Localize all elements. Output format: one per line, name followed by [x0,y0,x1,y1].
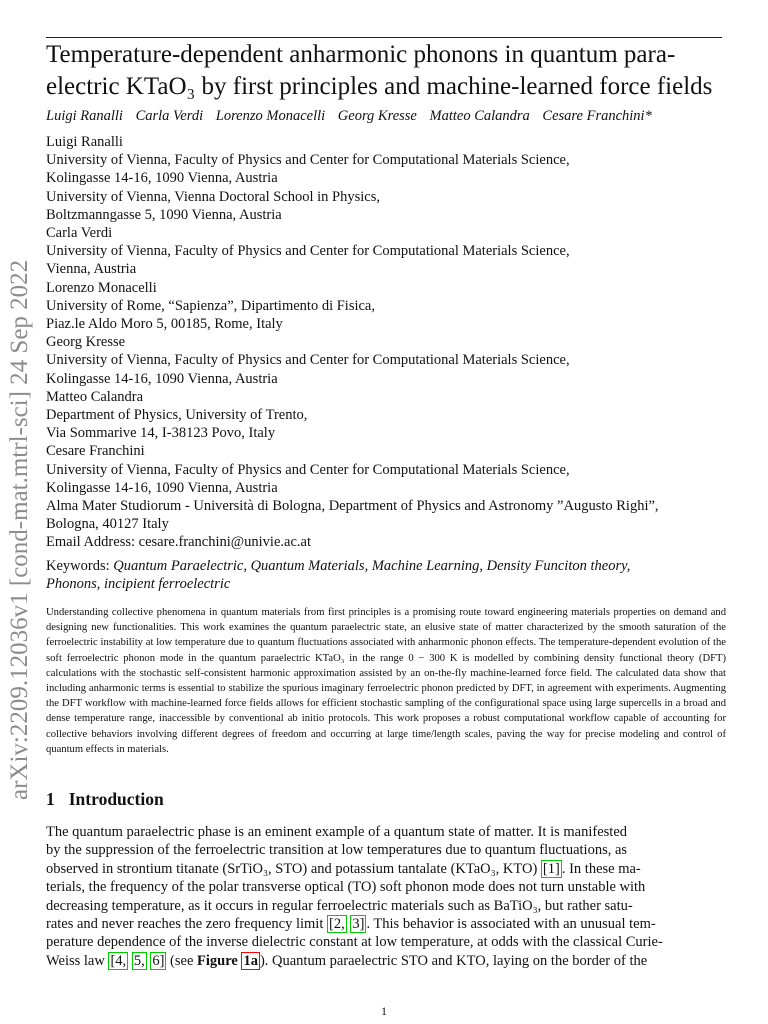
section-heading [46,789,164,810]
section-title: Introduction [68,789,164,809]
keywords-line [46,557,726,575]
author: Luigi Ranalli [46,108,123,124]
affiliation-line: Kolingasse 14-16, 1090 Vienna, Austria [46,370,278,387]
keywords-list: Phonons, incipient ferroelectric [46,576,231,593]
affiliation-line: Piaz.le Aldo Moro 5, 00185, Rome, Italy [46,316,283,333]
text-line: decreasing temperature, as it occurs in regular ferroelectric materials such as BaTiO₃, but rather satu- [46,897,633,914]
affiliation-line: Carla Verdi [46,225,113,242]
text-line: by the suppression of the ferroelectric transition at low temperatures due to quantum fluctuations, as [46,842,628,859]
affiliation-line: University of Vienna, Faculty of Physics and Center for Computational Materials Science, [46,243,570,260]
abstract: Understanding collective phenomena in quantum materials from first principles is a promising route toward engineering materials properties on demand and designing new functionalities. This work examines the quantum paraelectric state, an elusive state of matter characterized by the smooth saturation of the ferroelectric instability at low temperature due to quantum fluctuations associated with anharmonic phonon effects. The temperature-dependent evolution of the soft ferroelectric phonon mode in the quantum paraelectric KTaO₃ in the range 0 − 300 K is modelled by combining density functional theory (DFT) calculations with the stochastic self-consistent harmonic approximation assisted by an on-the-fly machine-learned force field. The calculated data show that including anharmonic terms is essential to stabilize the spurious imaginary ferroelectric phonon predicted by DFT, in agreement with experiments. Augmenting the DFT workflow with machine-learned force fields allows for efficient stochastic sampling of the configurational space using large supercells in a broad and dense temperature range, inaccessible by conventional ab initio protocols. This work proposes a robust computational workflow capable of accounting for collective behaviors involving different degrees of freedom and occurring at large time/length scales, paving the way for precise modeling and control of quantum effects in materials. [46,607,726,755]
keywords [46,557,726,593]
author-list [46,107,736,125]
affiliation-line: Boltzmanngasse 5, 1090 Vienna, Austria [46,206,282,223]
citation-link[interactable]: [4, [110,952,127,969]
affiliation-line: Georg Kresse [46,334,126,351]
affiliation-line: Via Sommarive 14, I-38123 Povo, Italy [46,425,276,442]
affiliation-line: Kolingasse 14-16, 1090 Vienna, Austria [46,479,278,496]
arxiv-stamp: arXiv:2209.12036v1 [cond-mat.mtrl-sci] 24 Sep 2022 [6,259,33,800]
figure-label: Figure [197,952,238,969]
affiliation-line: Lorenzo Monacelli [46,279,157,296]
citation-link[interactable]: 5, [133,952,145,969]
section-number: 1 [46,789,55,809]
citation-link[interactable]: [1] [542,860,560,877]
citation-link[interactable]: 6] [152,952,165,969]
author: Matteo Calandra [429,108,530,124]
affiliations [46,133,746,552]
affiliation-line: Luigi Ranalli [46,134,123,150]
text-line: perature dependence of the inverse dielectric constant at low temperature, at odds with the classical Curie- [46,934,663,951]
affiliation-line: Bologna, 40127 Italy [46,516,169,533]
affiliation-line: Matteo Calandra [46,388,144,405]
affiliation-line: University of Vienna, Faculty of Physics and Center for Computational Materials Science, [46,461,570,478]
top-rule [46,37,722,38]
keywords-line [46,575,726,593]
text-line [46,860,736,878]
author: Georg Kresse [337,108,417,124]
affiliation-line: University of Vienna, Vienna Doctoral School in Physics, [46,188,380,205]
author: Carla Verdi [135,108,204,124]
text-span: ). Quantum paraelectric STO and KTO, laying on the border of the [259,952,648,969]
figure-link[interactable]: 1a [243,952,258,969]
affiliation-line: University of Vienna, Faculty of Physics and Center for Computational Materials Science, [46,152,570,169]
paper-title [46,39,736,103]
affiliation-line: Cesare Franchini [46,443,145,460]
citation-link[interactable]: 3] [352,916,365,933]
text-span: Weiss law [46,952,109,969]
text-line: The quantum paraelectric phase is an eminent example of a quantum state of matter. It is manifested [46,824,627,840]
title-line: electric KTaO₃ by first principles and machine-learned force fields [46,73,713,100]
page-number: 1 [381,1004,387,1018]
intro-paragraph [46,823,736,970]
text-line [46,952,736,970]
affiliation-line: Department of Physics, University of Trento, [46,407,308,424]
title-line: Temperature-dependent anharmonic phonons in quantum para- [46,41,676,68]
text-span: observed in strontium titanate (SrTiO₃, STO) and potassium tantalate (KTaO₃, KTO) [46,860,541,877]
author: Lorenzo Monacelli [215,108,326,124]
text-span: (see [166,952,197,969]
keywords-list: Quantum Paraelectric, Quantum Materials, Machine Learning, Density Funciton theory, [113,558,631,574]
text-span: . This behavior is associated with an unusual tem- [366,916,656,933]
affiliation-line: University of Rome, “Sapienza”, Dipartimento di Fisica, [46,297,375,314]
author: Cesare Franchini* [542,108,652,124]
email-line: Email Address: cesare.franchini@univie.ac.at [46,534,311,551]
keywords-label: Keywords: [46,558,110,574]
affiliation-line: Vienna, Austria [46,261,137,278]
affiliation-line: Kolingasse 14-16, 1090 Vienna, Austria [46,170,278,187]
text-span: . In these ma- [561,860,641,877]
affiliation-line: University of Vienna, Faculty of Physics and Center for Computational Materials Science, [46,352,570,369]
affiliation-line: Alma Mater Studiorum - Università di Bologna, Department of Physics and Astronomy ”Augusto Righi”, [46,498,659,515]
text-line [46,915,736,933]
text-line: terials, the frequency of the polar transverse optical (TO) soft phonon mode does not turn unstable with [46,879,646,896]
text-span: rates and never reaches the zero frequency limit [46,916,327,933]
citation-link[interactable]: [2, [329,916,345,933]
